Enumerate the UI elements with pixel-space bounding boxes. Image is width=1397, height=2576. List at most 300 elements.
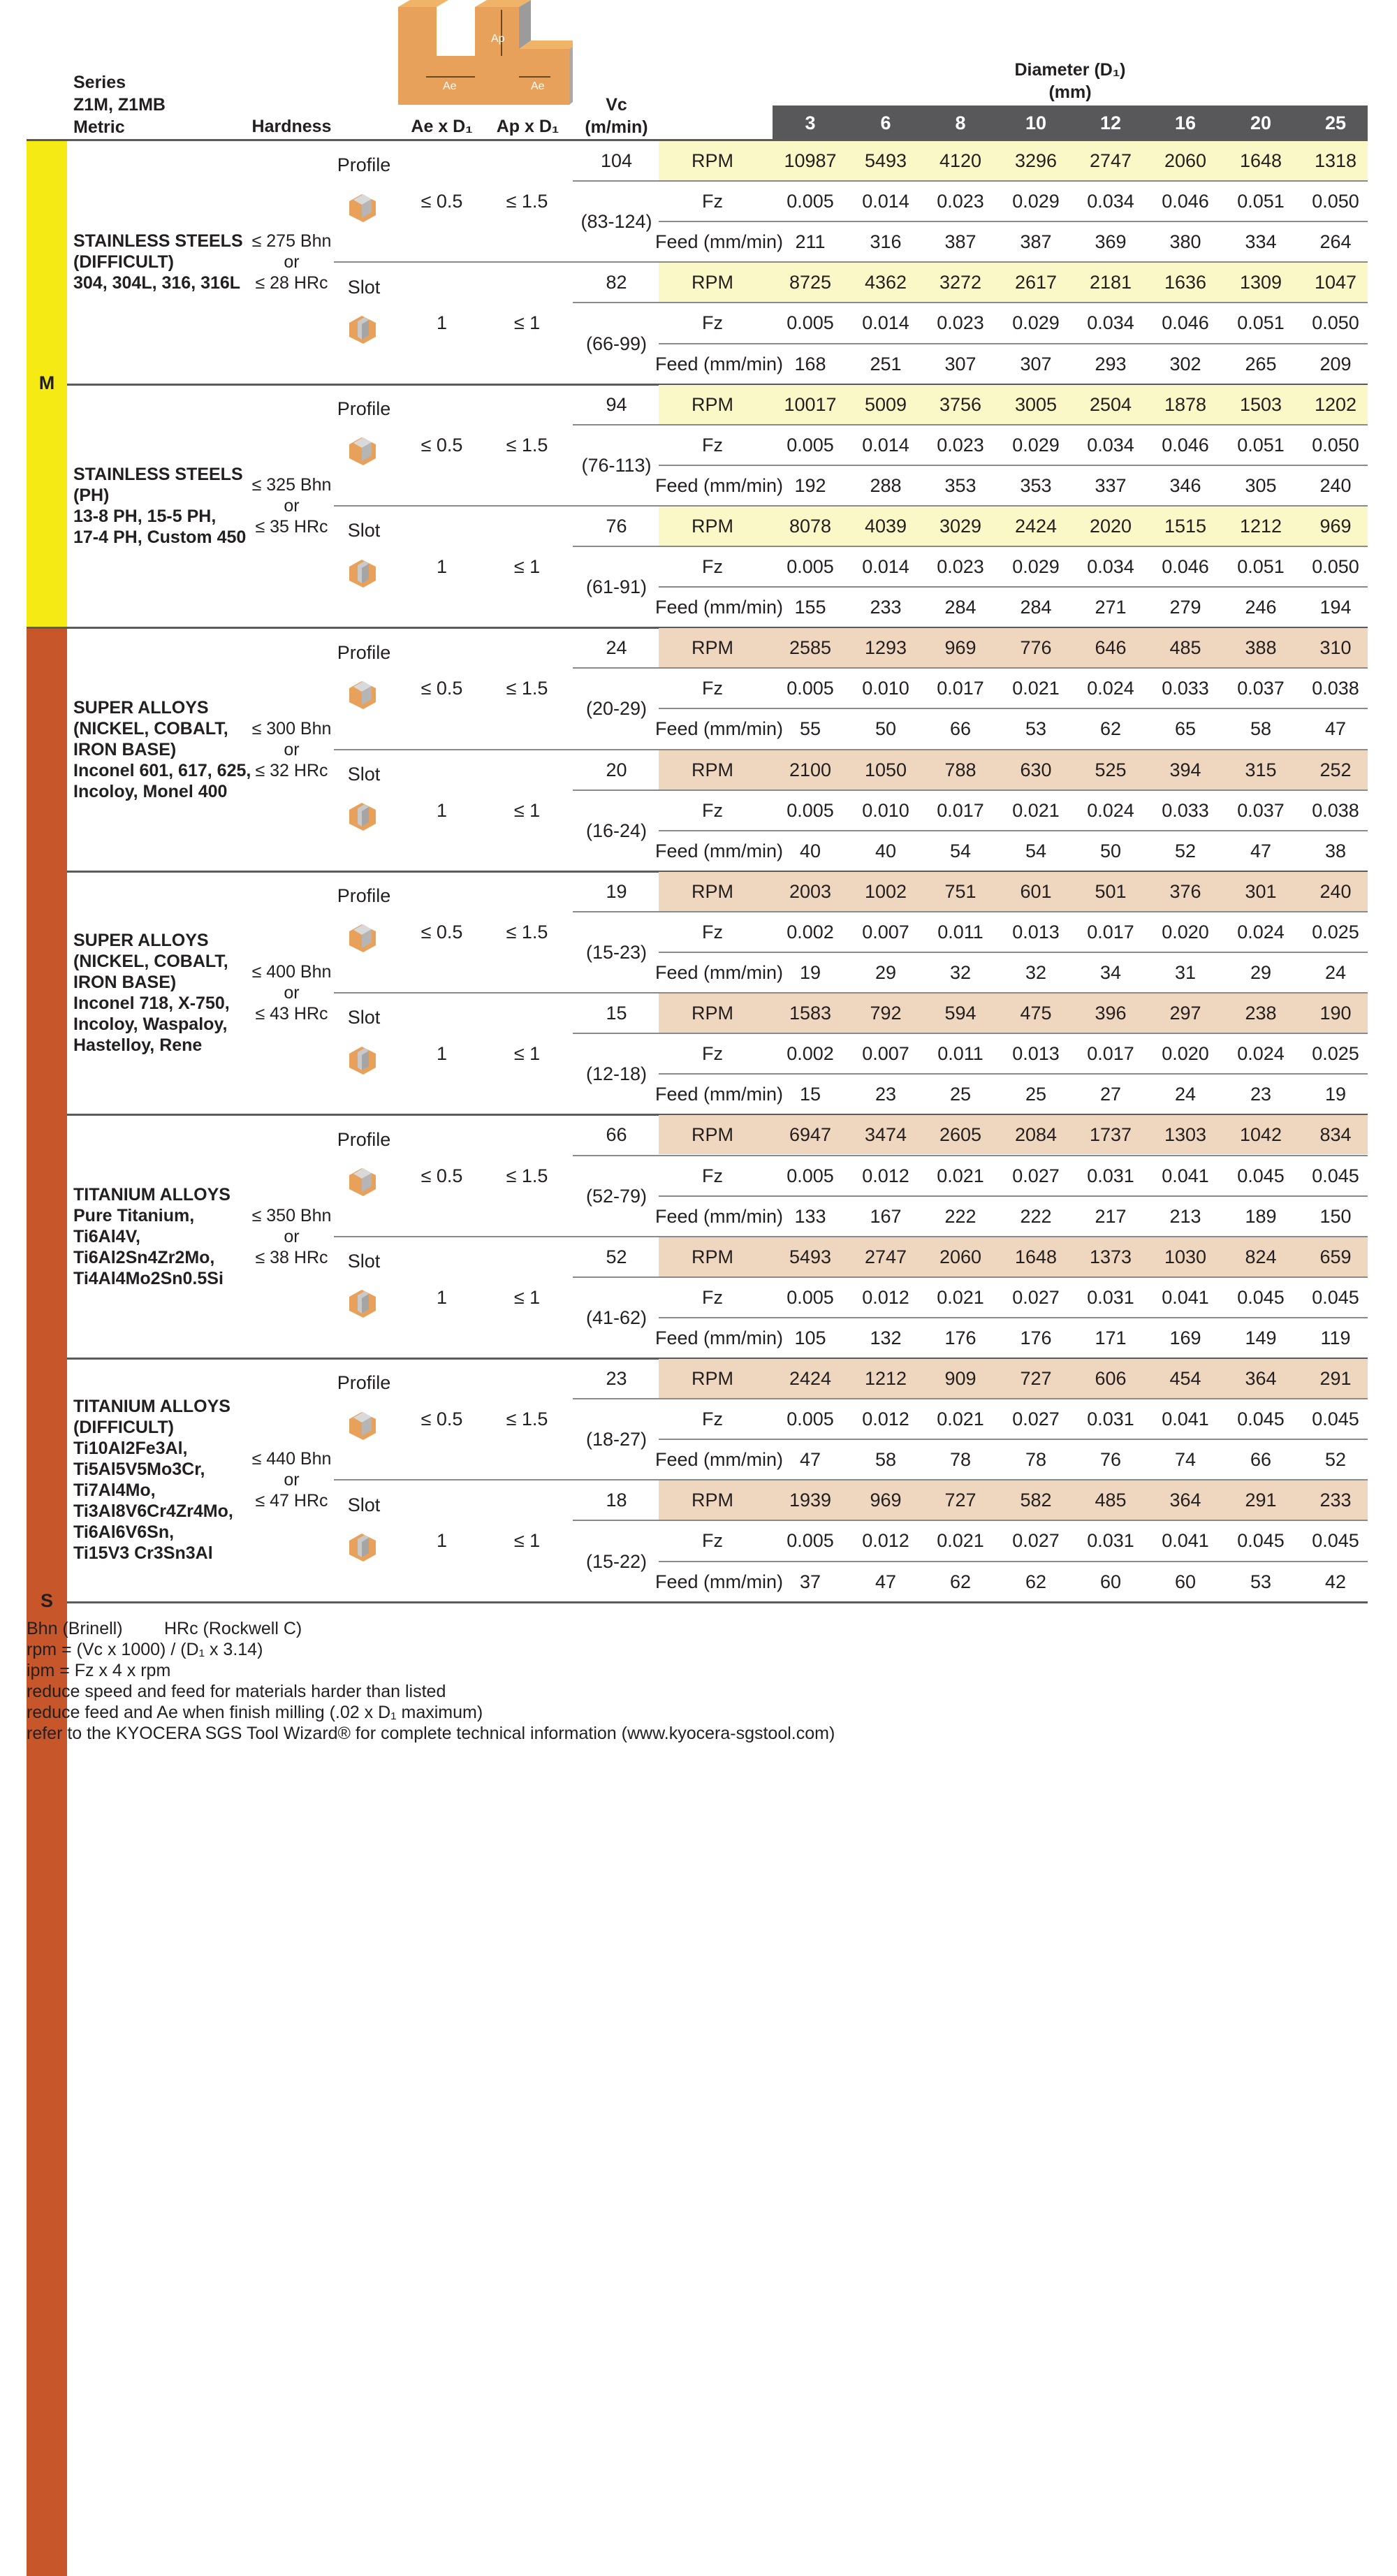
rpm-value-d8: 3272	[939, 272, 982, 293]
series-line-3: Metric	[73, 117, 125, 137]
vc-value: 94	[606, 393, 627, 415]
rpm-value-d8: 969	[944, 637, 977, 659]
fz-value-d12: 0.034	[1087, 312, 1134, 334]
fz-value-d16: 0.041	[1162, 1409, 1209, 1430]
rpm-value-d3: 2424	[789, 1368, 832, 1390]
rpm-value-d16: 1030	[1164, 1246, 1207, 1267]
material-name-line: Ti15V3 Cr3Sn3Al	[73, 1543, 213, 1564]
hardness-bhn: ≤ 400 Bhn	[251, 962, 332, 982]
rpm-value-d8: 2605	[939, 1124, 982, 1146]
fz-value-d10: 0.027	[1012, 1530, 1060, 1552]
feed-value-d6: 23	[875, 1084, 897, 1105]
material-name	[73, 231, 243, 293]
footnote-rpm: rpm = (Vc x 1000) / (D₁ x 3.14)	[27, 1640, 263, 1659]
rpm-value-d3: 8725	[789, 272, 832, 293]
feed-label: Feed (mm/min)	[655, 353, 784, 374]
rpm-value-d3: 2585	[789, 637, 832, 659]
feed-value-d8: 387	[944, 231, 977, 253]
fz-value-d6: 0.014	[862, 556, 909, 578]
rpm-label: RPM	[692, 637, 733, 659]
fz-value-d16: 0.033	[1162, 678, 1209, 699]
material-name-line: (DIFFICULT)	[73, 1418, 174, 1438]
iso-group-m-label: M	[38, 372, 55, 393]
feed-value-d10: 222	[1020, 1205, 1052, 1227]
rpm-value-d25: 1318	[1314, 150, 1357, 172]
ae-value: 1	[436, 1286, 448, 1308]
feed-label: Feed (mm/min)	[655, 231, 784, 253]
hardness-hrc: ≤ 32 HRc	[255, 760, 328, 780]
fz-value-d8: 0.021	[937, 1530, 984, 1552]
fz-value-d3: 0.005	[787, 1530, 834, 1552]
vc-value: 52	[606, 1246, 627, 1267]
fz-value-d25: 0.050	[1312, 191, 1359, 212]
hardness-or: or	[284, 495, 300, 516]
row-rule	[573, 1276, 1368, 1278]
rpm-value-d25: 1047	[1314, 272, 1357, 293]
rpm-value-d16: 2060	[1164, 150, 1207, 172]
feed-value-d10: 387	[1020, 231, 1052, 253]
rpm-value-d8: 4120	[939, 150, 982, 172]
rpm-value-d20: 1309	[1239, 272, 1282, 293]
feed-value-d25: 24	[1324, 962, 1347, 984]
fz-value-d6: 0.010	[862, 678, 909, 699]
feed-value-d20: 29	[1250, 962, 1272, 984]
feed-value-d8: 222	[944, 1205, 977, 1227]
material-name-line: Ti6Al4V,	[73, 1226, 140, 1246]
fz-label: Fz	[702, 799, 723, 821]
rpm-value-d3: 1939	[789, 1490, 832, 1511]
row-rule	[659, 1561, 1368, 1562]
fz-value-d8: 0.021	[937, 1286, 984, 1308]
hardness-or: or	[284, 1226, 300, 1246]
ap-value: ≤ 1	[513, 799, 541, 821]
rpm-value-d8: 788	[944, 759, 977, 780]
vc-value: 23	[606, 1368, 627, 1390]
rpm-value-d12: 2747	[1089, 150, 1132, 172]
feed-value-d6: 29	[875, 962, 897, 984]
fz-value-d20: 0.051	[1237, 191, 1285, 212]
fz-value-d6: 0.014	[862, 434, 909, 456]
material-name-line: Ti4Al4Mo2Sn0.5Si	[73, 1268, 224, 1288]
ae-value: 1	[436, 556, 448, 578]
fz-value-d20: 0.024	[1237, 1043, 1285, 1065]
material-name-line: Ti6Al6V6Sn,	[73, 1522, 175, 1543]
rpm-label: RPM	[692, 1124, 733, 1146]
feed-value-d12: 76	[1099, 1449, 1122, 1471]
rpm-value-d25: 252	[1319, 759, 1352, 780]
ae-value: 1	[436, 1043, 448, 1065]
feed-value-d8: 176	[944, 1327, 977, 1348]
rpm-value-d12: 646	[1095, 637, 1127, 659]
rpm-value-d25: 310	[1319, 637, 1352, 659]
fz-value-d10: 0.021	[1012, 678, 1060, 699]
ae-value: ≤ 0.5	[420, 678, 463, 699]
feed-label: Feed (mm/min)	[655, 1449, 784, 1471]
profile-icon	[346, 191, 379, 224]
fz-value-d25: 0.025	[1312, 1043, 1359, 1065]
feed-value-d10: 176	[1020, 1327, 1052, 1348]
rpm-value-d12: 2181	[1089, 272, 1132, 293]
fz-value-d20: 0.051	[1237, 434, 1285, 456]
vc-value: 19	[606, 880, 627, 902]
rpm-value-d6: 5493	[864, 150, 907, 172]
feed-value-d12: 369	[1095, 231, 1127, 253]
rpm-value-d8: 3756	[939, 393, 982, 415]
rpm-value-d16: 1515	[1164, 515, 1207, 537]
fz-value-d20: 0.045	[1237, 1286, 1285, 1308]
rpm-label: RPM	[692, 1003, 733, 1024]
diameter-col-25: 25	[1324, 112, 1347, 133]
fz-value-d10: 0.029	[1012, 434, 1060, 456]
feed-value-d6: 233	[870, 597, 902, 618]
feed-value-d3: 40	[799, 840, 821, 861]
fz-value-d12: 0.031	[1087, 1165, 1134, 1186]
rpm-value-d20: 238	[1245, 1003, 1277, 1024]
slot-icon	[346, 557, 379, 589]
feed-value-d6: 316	[870, 231, 902, 253]
rpm-value-d12: 2504	[1089, 393, 1132, 415]
profile-label: Profile	[337, 1372, 391, 1394]
ap-value: ≤ 1	[513, 1530, 541, 1552]
feed-value-d20: 66	[1250, 1449, 1272, 1471]
rpm-value-d25: 1202	[1314, 393, 1357, 415]
footnote-note-3: refer to the KYOCERA SGS Tool Wizard® for complete technical information (www.kyocera-sgstool.com)	[27, 1724, 835, 1743]
vc-header-line-1: Vc	[606, 95, 627, 115]
vc-value: 104	[600, 150, 633, 172]
rpm-value-d8: 727	[944, 1490, 977, 1511]
row-rule	[659, 830, 1368, 831]
diagram-ae-label-2: Ae	[531, 80, 545, 92]
vc-range: (66-99)	[585, 333, 648, 354]
feed-value-d3: 55	[799, 718, 821, 740]
feed-value-d16: 65	[1174, 718, 1197, 740]
rpm-value-d12: 2020	[1089, 515, 1132, 537]
vc-range: (12-18)	[585, 1063, 648, 1085]
vc-range: (41-62)	[585, 1307, 648, 1328]
vc-range: (15-23)	[585, 942, 648, 963]
rpm-value-d10: 475	[1020, 1003, 1052, 1024]
fz-label: Fz	[702, 1530, 723, 1552]
fz-label: Fz	[702, 191, 723, 212]
material-name	[73, 697, 251, 802]
rpm-value-d10: 1648	[1014, 1246, 1058, 1267]
rpm-value-d16: 364	[1169, 1490, 1201, 1511]
fz-value-d16: 0.046	[1162, 556, 1209, 578]
fz-value-d6: 0.007	[862, 921, 909, 943]
fz-value-d8: 0.023	[937, 191, 984, 212]
rpm-value-d10: 2424	[1014, 515, 1058, 537]
rpm-value-d20: 315	[1245, 759, 1277, 780]
fz-value-d3: 0.005	[787, 1165, 834, 1186]
material-divider	[67, 1601, 1368, 1603]
fz-label: Fz	[702, 556, 723, 578]
feed-value-d3: 37	[799, 1571, 821, 1592]
fz-value-d10: 0.027	[1012, 1286, 1060, 1308]
rpm-value-d20: 388	[1245, 637, 1277, 659]
rpm-label: RPM	[692, 515, 733, 537]
slot-label: Slot	[347, 1007, 381, 1028]
ap-value: ≤ 1	[513, 312, 541, 334]
feed-label: Feed (mm/min)	[655, 597, 784, 618]
rpm-label: RPM	[692, 880, 733, 902]
fz-label: Fz	[702, 312, 723, 334]
diagram-ap-label: Ap	[491, 33, 505, 45]
row-rule	[573, 667, 1368, 669]
feed-value-d12: 34	[1099, 962, 1122, 984]
fz-value-d12: 0.017	[1087, 921, 1134, 943]
fz-value-d16: 0.033	[1162, 799, 1209, 821]
fz-label: Fz	[702, 1043, 723, 1065]
vc-range: (16-24)	[585, 820, 648, 841]
feed-value-d3: 168	[794, 353, 826, 374]
footnote-note-1: reduce speed and feed for materials harder than listed	[27, 1682, 446, 1701]
fz-value-d3: 0.002	[787, 921, 834, 943]
fz-value-d20: 0.051	[1237, 312, 1285, 334]
profile-icon	[346, 1165, 379, 1198]
fz-label: Fz	[702, 921, 723, 943]
fz-value-d16: 0.046	[1162, 312, 1209, 334]
feed-value-d6: 58	[875, 1449, 897, 1471]
material-name-line: Inconel 601, 617, 625,	[73, 760, 251, 780]
vc-range: (83-124)	[580, 211, 652, 233]
fz-value-d12: 0.034	[1087, 191, 1134, 212]
rpm-value-d20: 364	[1245, 1368, 1277, 1390]
material-hardness	[248, 474, 335, 537]
feed-value-d16: 60	[1174, 1571, 1197, 1592]
row-rule	[573, 1155, 1368, 1156]
fz-value-d25: 0.045	[1312, 1530, 1359, 1552]
fz-value-d20: 0.051	[1237, 556, 1285, 578]
feed-value-d20: 246	[1245, 597, 1277, 618]
profile-label: Profile	[337, 398, 391, 419]
diameter-header-line-2: (mm)	[1048, 82, 1092, 102]
vc-value: 18	[606, 1490, 627, 1511]
rpm-value-d6: 5009	[864, 393, 907, 415]
row-rule	[573, 1398, 1368, 1399]
rpm-value-d25: 834	[1319, 1124, 1352, 1146]
hardness-hrc: ≤ 28 HRc	[255, 273, 328, 293]
ap-value: ≤ 1	[513, 1286, 541, 1308]
feed-value-d20: 53	[1250, 1571, 1272, 1592]
feed-value-d25: 52	[1324, 1449, 1347, 1471]
fz-label: Fz	[702, 434, 723, 456]
material-name-line: TITANIUM ALLOYS	[73, 1184, 231, 1205]
ae-value: ≤ 0.5	[420, 191, 463, 212]
material-name-line: Inconel 718, X-750,	[73, 994, 230, 1014]
rpm-value-d3: 10017	[784, 393, 837, 415]
rpm-value-d3: 8078	[789, 515, 832, 537]
fz-value-d3: 0.005	[787, 1286, 834, 1308]
material-name-line: 17-4 PH, Custom 450	[73, 527, 247, 547]
fz-value-d25: 0.050	[1312, 556, 1359, 578]
fz-value-d6: 0.007	[862, 1043, 909, 1065]
rpm-value-d6: 2747	[864, 1246, 907, 1267]
fz-value-d6: 0.012	[862, 1409, 909, 1430]
row-rule	[659, 586, 1368, 588]
rpm-value-d20: 301	[1245, 880, 1277, 902]
vc-range: (18-27)	[585, 1429, 648, 1450]
rpm-value-d6: 969	[870, 1490, 902, 1511]
material-name-line: Pure Titanium,	[73, 1205, 195, 1225]
ae-value: ≤ 0.5	[420, 434, 463, 456]
feed-label: Feed (mm/min)	[655, 1327, 784, 1348]
fz-value-d8: 0.017	[937, 678, 984, 699]
diameter-col-20: 20	[1250, 112, 1272, 133]
rpm-value-d8: 2060	[939, 1246, 982, 1267]
fz-value-d10: 0.029	[1012, 556, 1060, 578]
fz-value-d8: 0.023	[937, 434, 984, 456]
diameter-col-12: 12	[1099, 112, 1122, 133]
fz-value-d25: 0.038	[1312, 678, 1359, 699]
feed-value-d16: 24	[1174, 1084, 1197, 1105]
material-name	[73, 1184, 231, 1289]
rpm-label: RPM	[692, 1490, 733, 1511]
profile-icon	[346, 678, 379, 711]
fz-label: Fz	[702, 678, 723, 699]
profile-icon	[346, 435, 379, 467]
fz-value-d25: 0.050	[1312, 312, 1359, 334]
feed-value-d8: 284	[944, 597, 977, 618]
hardness-or: or	[284, 1470, 300, 1490]
material-name-line: (NICKEL, COBALT,	[73, 718, 228, 738]
diameter-header-line-1: Diameter (D₁)	[1014, 60, 1126, 80]
slot-label: Slot	[347, 276, 381, 298]
feed-value-d10: 54	[1025, 840, 1047, 861]
profile-label: Profile	[337, 885, 391, 907]
feed-value-d25: 240	[1319, 474, 1352, 496]
rpm-value-d20: 1042	[1239, 1124, 1282, 1146]
ae-value: 1	[436, 799, 448, 821]
feed-value-d3: 133	[794, 1205, 826, 1227]
feed-value-d20: 265	[1245, 353, 1277, 374]
hardness-hrc: ≤ 35 HRc	[255, 516, 328, 537]
vc-value: 24	[606, 637, 627, 659]
feed-label: Feed (mm/min)	[655, 718, 784, 740]
row-rule	[573, 1520, 1368, 1521]
row-rule	[573, 789, 1368, 791]
fz-value-d16: 0.046	[1162, 434, 1209, 456]
fz-value-d12: 0.024	[1087, 678, 1134, 699]
fz-value-d10: 0.029	[1012, 312, 1060, 334]
ap-value: ≤ 1.5	[506, 191, 548, 212]
ae-value: ≤ 0.5	[420, 921, 463, 943]
fz-value-d10: 0.013	[1012, 1043, 1060, 1065]
feed-value-d12: 50	[1099, 840, 1122, 861]
fz-value-d6: 0.010	[862, 799, 909, 821]
rpm-value-d10: 601	[1020, 880, 1052, 902]
fz-value-d20: 0.045	[1237, 1530, 1285, 1552]
fz-value-d12: 0.031	[1087, 1530, 1134, 1552]
rpm-value-d10: 776	[1020, 637, 1052, 659]
feed-label: Feed (mm/min)	[655, 1084, 784, 1105]
fz-value-d6: 0.014	[862, 191, 909, 212]
diameter-col-10: 10	[1025, 112, 1047, 133]
footnote-bhn: Bhn (Brinell)	[27, 1619, 123, 1638]
fz-value-d8: 0.023	[937, 312, 984, 334]
diameter-col-16: 16	[1174, 112, 1197, 133]
row-rule	[573, 546, 1368, 547]
fz-value-d10: 0.021	[1012, 799, 1060, 821]
fz-value-d12: 0.034	[1087, 556, 1134, 578]
feed-value-d3: 19	[799, 962, 821, 984]
vc-range: (15-22)	[585, 1550, 648, 1572]
rpm-value-d6: 1002	[864, 880, 907, 902]
rpm-value-d10: 630	[1020, 759, 1052, 780]
material-name-line: (DIFFICULT)	[73, 252, 174, 272]
hardness-hrc: ≤ 43 HRc	[255, 1004, 328, 1024]
feed-value-d8: 62	[949, 1571, 972, 1592]
fz-label: Fz	[702, 1165, 723, 1186]
rpm-value-d12: 1737	[1089, 1124, 1132, 1146]
material-hardness	[248, 1205, 335, 1268]
rpm-value-d6: 1050	[864, 759, 907, 780]
ap-value: ≤ 1	[513, 1043, 541, 1065]
feed-value-d6: 50	[875, 718, 897, 740]
material-name-line: STAINLESS STEELS	[73, 231, 243, 252]
feed-value-d12: 27	[1099, 1084, 1122, 1105]
feed-value-d20: 58	[1250, 718, 1272, 740]
feed-value-d12: 171	[1095, 1327, 1127, 1348]
fz-value-d16: 0.041	[1162, 1165, 1209, 1186]
vc-value: 66	[606, 1124, 627, 1146]
rpm-value-d20: 1212	[1239, 515, 1282, 537]
ae-value: ≤ 0.5	[420, 1165, 463, 1186]
ap-value: ≤ 1.5	[506, 1409, 548, 1430]
fz-value-d12: 0.017	[1087, 1043, 1134, 1065]
feed-value-d16: 302	[1169, 353, 1201, 374]
fz-value-d3: 0.005	[787, 678, 834, 699]
rpm-value-d20: 1648	[1239, 150, 1282, 172]
slot-icon	[346, 1531, 379, 1563]
vc-range: (20-29)	[585, 698, 648, 720]
material-name-line: 13-8 PH, 15-5 PH,	[73, 506, 217, 526]
feed-value-d3: 211	[795, 231, 826, 253]
rpm-value-d25: 659	[1319, 1246, 1352, 1267]
rpm-value-d3: 10987	[784, 150, 837, 172]
fz-value-d25: 0.050	[1312, 434, 1359, 456]
feed-value-d25: 209	[1319, 353, 1352, 374]
feed-value-d12: 271	[1095, 597, 1127, 618]
feed-value-d3: 47	[799, 1449, 821, 1471]
material-name	[73, 1396, 233, 1564]
material-name-line: SUPER ALLOYS	[73, 931, 209, 951]
fz-value-d6: 0.012	[862, 1530, 909, 1552]
ae-value: 1	[436, 312, 448, 334]
rpm-value-d12: 485	[1095, 1490, 1127, 1511]
ap-value: ≤ 1.5	[506, 1165, 548, 1186]
fz-value-d16: 0.020	[1162, 1043, 1209, 1065]
ap-value: ≤ 1.5	[506, 678, 548, 699]
diameter-col-8: 8	[955, 112, 966, 133]
profile-icon	[346, 922, 379, 954]
rpm-value-d16: 1636	[1164, 272, 1207, 293]
material-name-line: (NICKEL, COBALT,	[73, 952, 228, 972]
feed-label: Feed (mm/min)	[655, 1205, 784, 1227]
material-name-line: (PH)	[73, 485, 110, 505]
hardness-hrc: ≤ 38 HRc	[255, 1247, 328, 1267]
rpm-value-d16: 297	[1169, 1003, 1201, 1024]
feed-value-d8: 54	[949, 840, 972, 861]
rpm-value-d16: 1878	[1164, 393, 1207, 415]
fz-value-d12: 0.034	[1087, 434, 1134, 456]
fz-value-d3: 0.005	[787, 191, 834, 212]
hardness-or: or	[284, 252, 300, 272]
fz-value-d3: 0.005	[787, 312, 834, 334]
profile-icon	[346, 1409, 379, 1441]
material-name-line: Ti6Al2Sn4Zr2Mo,	[73, 1247, 215, 1267]
rpm-value-d3: 6947	[789, 1124, 832, 1146]
row-rule	[659, 1195, 1368, 1197]
